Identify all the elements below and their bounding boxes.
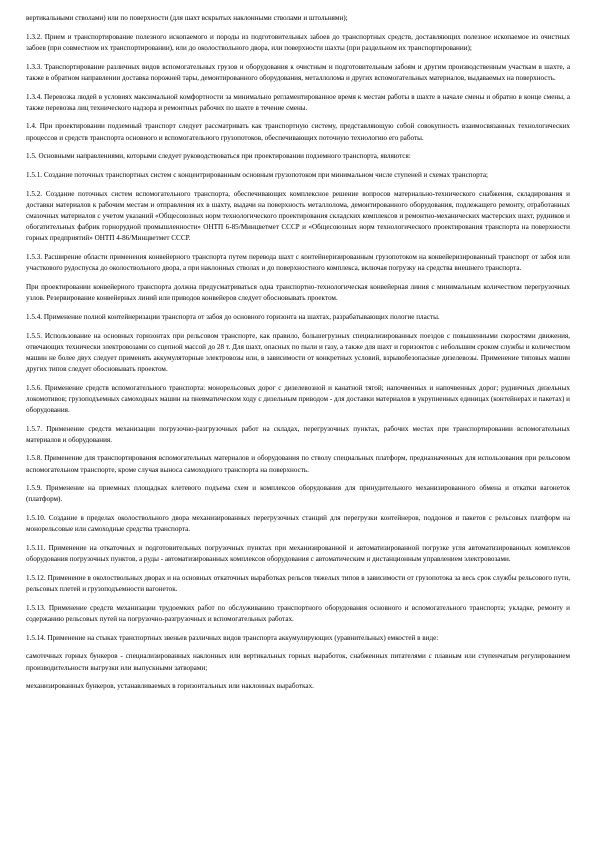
paragraph: 1.3.3. Транспортирование различных видов вспомогательных грузов и оборудования к очистным и подготовительным забоям и другим производственным участкам в шахте, а также в обратном направлении доставка порожней тары, демонтированного оборудования, металлолома и других вспомогательных материалов, выдаваемых на поверхность.	[26, 62, 570, 82]
paragraph: 1.5.1. Создание поточных транспортных систем с концентрированным основным грузопотоком при минимальном числе ступеней и схемах транспорта;	[26, 171, 488, 180]
paragraph: 1.5.8. Применение для транспортирования вспомогательных материалов и оборудования по стволу специальных платформ, предназначенных для использования при рельсовом вспомогательном транспорте, кроме случая выноса самоходного транспорта на поверхность.	[26, 454, 570, 474]
paragraph: вертикальными стволами) или по поверхности (для шахт вскрытых наклонными стволами и штольнями);	[26, 14, 348, 22]
paragraph: 1.3.2. Прием и транспортирование полезного ископаемого и породы из подготовительных забоев до транспортных средств, доставляющих полезное ископаемое из очистных забоев (при совместном их транспортировании), или до околоствольного двора, или поверхности шахты (при раздельном их транспортировании);	[26, 32, 570, 52]
paragraph: механизированных бункеров, устанавливаемых в горизонтальных или наклонных выработках.	[26, 682, 314, 691]
document-body	[26, 13, 570, 692]
paragraph: 1.5.13. Применение средств механизации трудоемких работ по обслуживанию транспортного оборудования основного и вспомогательного транспорта; укладке, ремонту и содержанию рельсовых путей на погрузочно-разгрузочных и вспомогательных работах.	[26, 603, 570, 623]
paragraph: 1.5.6. Применение средств вспомогательного транспорта: монорельсовых дорог с дизелевозной и канатной тягой; напочвенных и напочвенных дорог; рудничных дизельных локомотивов; грузоподъемных самоходных машин на пневматическом ходу с дизельным приводом - для доставки материалов в укрупненных единицах (контейнерах и пакетах) и оборудования.	[26, 383, 570, 414]
paragraph: 1.5.5. Использование на основных горизонтах при рельсовом транспорте, как правило, большегрузных специализированных поездов с повышенными скоростями движения, отвечающих технически электровозами со сцепной массой до 28 т. Для шахт, опасных по пыли и газу, а также для шахт и горизонтов с небольшим сроком службы и количеством машин не более двух следует применять аккумуляторные электровозы или, в зависимости от конкретных условий, взрывобезопасные дизелевозы. Применение типовых машин других типов следует обосновывать проектом.	[26, 331, 570, 373]
paragraph: 1.5.2. Создание поточных систем вспомогательного транспорта, обеспечивающих комплексное решение вопросов материально-технического снабжения, складирования и доставки материалов к рабочим местам и отправления их в шахту, выдачи на поверхность металлолома, демонтированного оборудования, подлежащего ремонту, отработанных смазочных материалов с учетом указаний «Общесоюзных норм технологического проектирования складских комплексов и ремонтно-механических мастерских шахт, рудников и обогатительных фабрик горнорудной промышленности» ОНТП 6-85/Минцветмет СССР и «Общесоюзных норм технологического проектирования транспорта на поверхности горных предприятий» ОНТП 4-86/Минцветмет СССР.	[26, 189, 570, 243]
paragraph: 1.5.11. Применение на откаточных и подготовительных погрузочных пунктах при механизированной и автоматизированной погрузке угля автоматизированных комплексов оборудования погрузочных пунктов, а руды - автоматизированных комплексов оборудования с автоматическим и дистанционным управлением электровозами.	[26, 544, 570, 564]
paragraph: 1.5.12. Применение в околоствольных дворах и на основных откаточных выработках рельсов тяжелых типов в зависимости от грузопотока за весь срок службы рельсового пути, рельсовых плетей и грузоподъемности вагонеток.	[26, 573, 570, 594]
paragraph: При проектировании конвейерного транспорта должна предусматриваться одна транспортно-технологическая конвейерная линия с минимальным количеством перегрузочных узлов. Резервирование конвейерных линий или приводов конвейеров следует обосновывать проектом.	[26, 282, 570, 302]
paragraph: 1.5.14. Применение на стыках транспортных звеньев различных видов транспорта аккумулирующих (уравнительных) емкостей в виде:	[26, 633, 439, 642]
paragraph: 1.5.9. Применение на приемных площадках клетевого подъема схем и комплексов оборудования для принудительного механизированного обмена и откатки вагонеток (платформ).	[26, 484, 570, 504]
paragraph: 1.5.10. Создание в пределах околоствольного двора механизированных перегрузочных станций для перегрузки контейнеров, поддонов и пакетов с рельсовых платформ на монорельсовые или самоходные средства транспорта.	[26, 514, 570, 534]
paragraph: самотечных горных бункеров - специализированных наклонных или вертикальных горных выработок, снабженных питателями с плавным или ступенчатым регулированием производительности выгрузки или выпускными затворами;	[26, 652, 570, 672]
paragraph: 1.5.4. Применение полной контейнеризации транспорта от забоя до основного горизонта на шахтах, разрабатывающих пологие пласты.	[26, 312, 440, 321]
paragraph: 1.5.7. Применение средств механизации погрузочно-разгрузочных работ на складах, перегрузочных пунктах, рабочих местах при транспортировании вспомогательных материалов и оборудования.	[26, 424, 570, 444]
paragraph: 1.5.3. Расширение области применения конвейерного транспорта путем перевода шахт с контейнеризированным грузопотоком на конвейеризированный транспорт от забоя или участкового рудоспуска до околоствольного двора, а при наклонных стволах и до поверхностного комплекса, включая погрузку на средства внешнего транспорта.	[26, 253, 570, 273]
paragraph: 1.3.4. Перевозка людей в условиях максимальной комфортности за минимально регламентированное время к местам работы в шахте в начале смены и обратно в конце смены, а также перевозка лиц технического надзора и ремонтных рабочих по шахте в течение смены.	[26, 92, 570, 112]
paragraph: 1.5. Основными направлениями, которыми следует руководствоваться при проектировании подземного транспорта, являются:	[26, 152, 411, 161]
paragraph: 1.4. При проектировании подземный транспорт следует рассматривать как транспортную систему, представляющую собой совокупность взаимосвязанных технологических процессов и средств транспорта основного и вспомогательного грузопотоков, обеспечивающих поточную технологию его работы.	[26, 122, 570, 142]
